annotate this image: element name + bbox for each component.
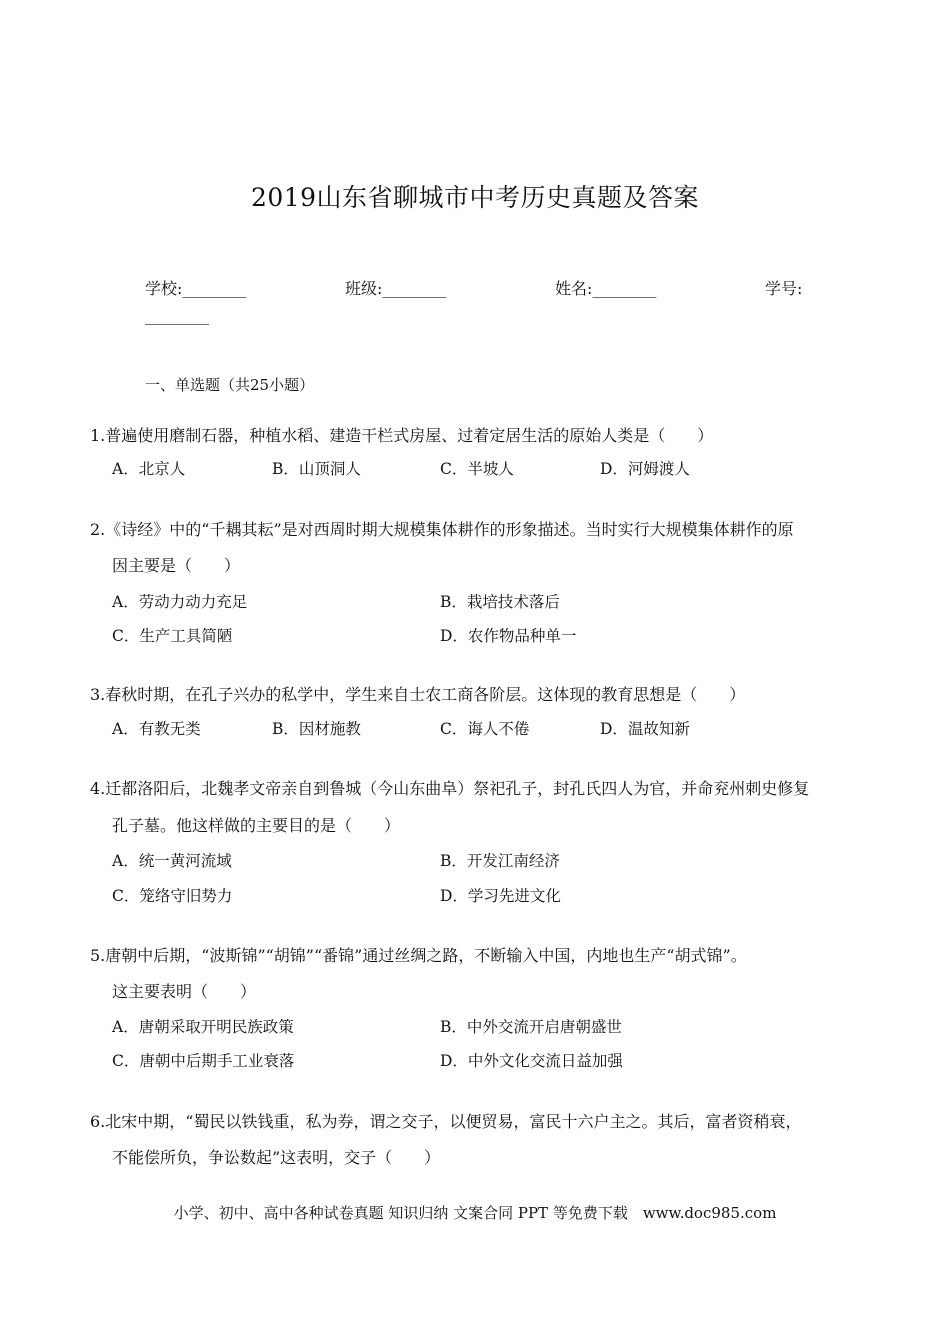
question-3-option-b: B．因材施教 <box>272 720 361 738</box>
question-2-stem: 2.《诗经》中的“千耦其耘”是对西周时期大规模集体耕作的形象描述。当时实行大规模集体耕作的原 <box>90 520 794 539</box>
question-2-option-b: B．栽培技术落后 <box>440 593 560 611</box>
question-2-stem-cont: 因主要是（ ） <box>112 556 241 575</box>
question-1-stem: 1.普遍使用磨制石器，种植水稻、建造干栏式房屋、过着定居生活的原始人类是（ ） <box>90 426 714 445</box>
question-5-option-b: B．中外交流开启唐朝盛世 <box>440 1018 622 1036</box>
question-4-stem-cont: 孔子墓。他这样做的主要目的是（ ） <box>112 816 401 835</box>
section-title: 一、单选题（共25小题） <box>145 376 315 394</box>
page-footer: 小学、初中、高中各种试卷真题 知识归纳 文案合同 PPT 等免费下载 www.doc985.com <box>173 1204 777 1222</box>
name-field: 姓名:________ <box>555 279 657 298</box>
question-3-option-a: A．有教无类 <box>112 720 201 738</box>
school-field: 学校:________ <box>145 279 247 298</box>
question-4-option-d: D．学习先进文化 <box>440 887 561 905</box>
class-field: 班级:________ <box>345 279 447 298</box>
question-4-stem: 4.迁都洛阳后，北魏孝文帝亲自到鲁城（今山东曲阜）祭祀孔子，封孔氏四人为官，并命兖州刺史修复 <box>90 779 810 798</box>
question-3-option-d: D．温故知新 <box>600 720 690 738</box>
question-1-option-a: A．北京人 <box>112 460 186 478</box>
question-5-option-a: A．唐朝采取开明民族政策 <box>112 1018 294 1036</box>
question-4-option-c: C．笼络守旧势力 <box>112 887 233 905</box>
question-5-stem: 5.唐朝中后期，“波斯锦”“胡锦”“番锦”通过丝绸之路，不断输入中国，内地也生产“胡式锦”。 <box>90 946 747 965</box>
question-6-stem-cont: 不能偿所负，争讼数起”这表明，交子（ ） <box>112 1148 441 1167</box>
question-1-option-d: D．河姆渡人 <box>600 460 690 478</box>
question-6-stem: 6.北宋中期，“蜀民以铁钱重，私为券，谓之交子，以便贸易，富民十六户主之。其后，富者资稍衰， <box>90 1112 802 1131</box>
question-4-option-a: A．统一黄河流域 <box>112 852 232 870</box>
question-1-option-c: C．半坡人 <box>440 460 514 478</box>
question-3-stem: 3.春秋时期，在孔子兴办的私学中，学生来自士农工商各阶层。这体现的教育思想是（ ） <box>90 685 746 704</box>
question-2-option-a: A．劳动力动力充足 <box>112 593 248 611</box>
question-1-option-b: B．山顶洞人 <box>272 460 361 478</box>
question-3-option-c: C．诲人不倦 <box>440 720 530 738</box>
question-5-option-d: D．中外文化交流日益加强 <box>440 1052 623 1070</box>
student-number-field: 学号: <box>765 279 803 298</box>
page-title: 2019山东省聊城市中考历史真题及答案 <box>250 183 700 212</box>
question-2-option-d: D．农作物品种单一 <box>440 627 577 645</box>
question-5-option-c: C．唐朝中后期手工业衰落 <box>112 1052 295 1070</box>
question-5-stem-cont: 这主要表明（ ） <box>112 982 257 1001</box>
student-number-blank: ________ <box>145 306 209 325</box>
question-2-option-c: C．生产工具简陋 <box>112 627 233 645</box>
question-4-option-b: B．开发江南经济 <box>440 852 560 870</box>
